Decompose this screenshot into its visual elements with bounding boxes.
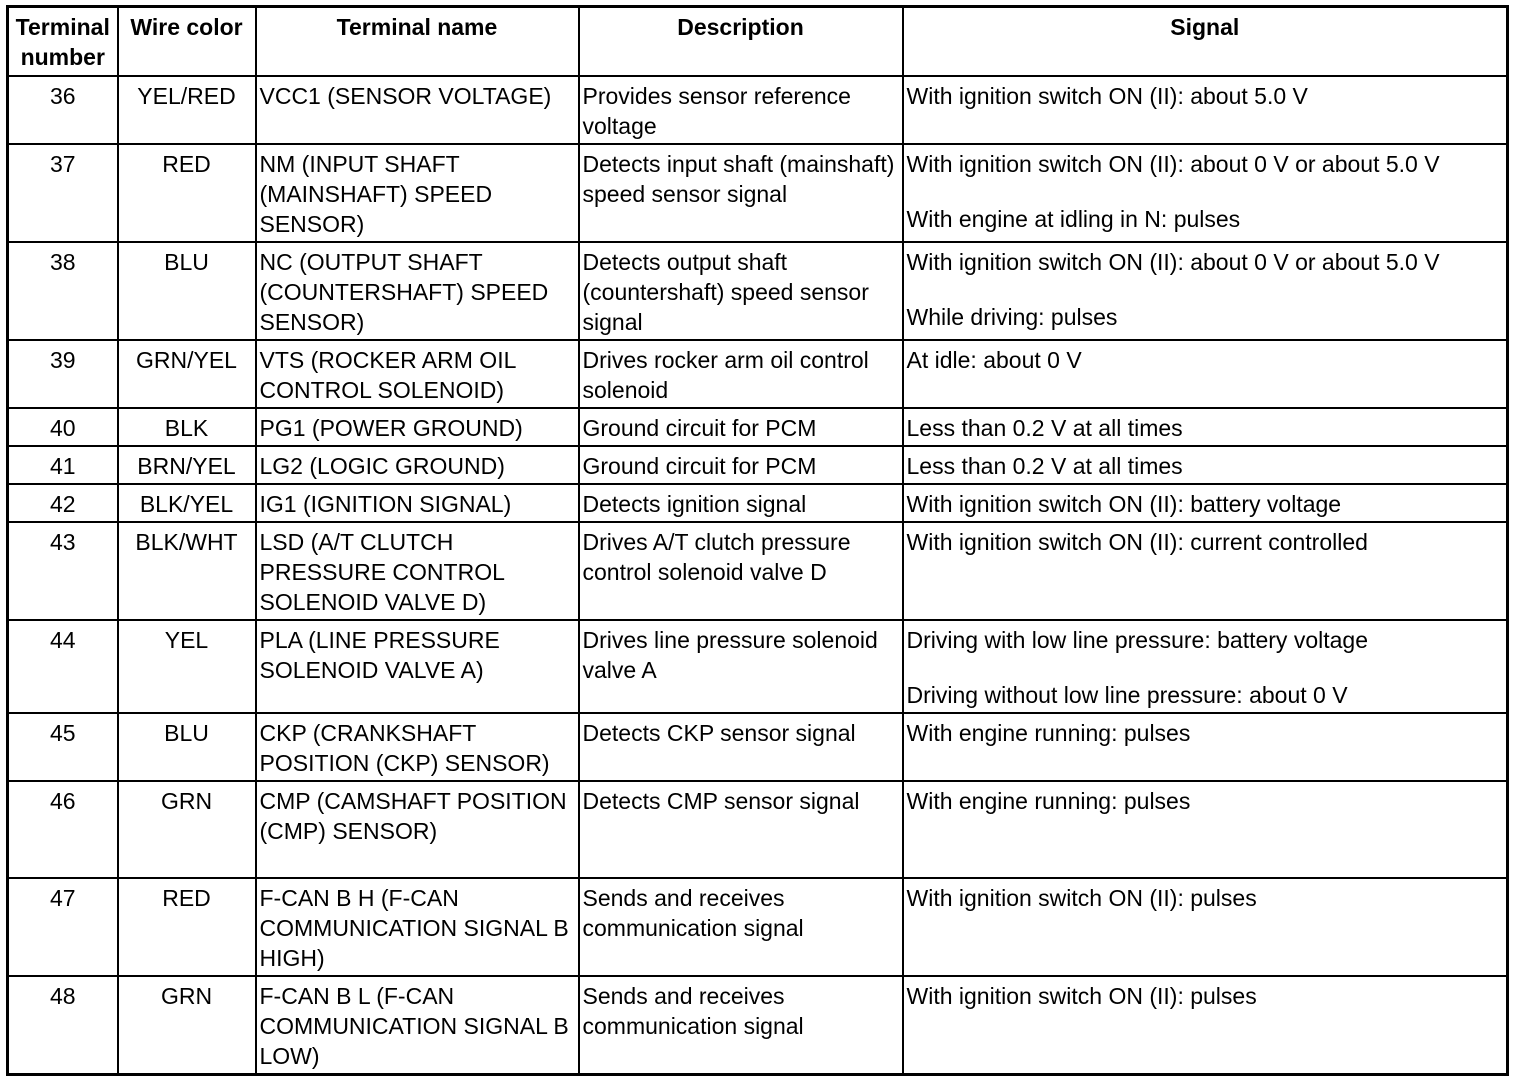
table-row xyxy=(8,522,1508,620)
description-cell: Drives line pressure solenoid valve A xyxy=(579,620,903,713)
terminal-name-cell: VTS (ROCKER ARM OIL CONTROL SOLENOID) xyxy=(256,340,579,408)
terminal-number-cell: 43 xyxy=(8,522,118,620)
signal-line: With ignition switch ON (II): about 5.0 V xyxy=(906,83,1308,109)
wire-color-cell: YEL/RED xyxy=(118,76,256,144)
table-row xyxy=(8,781,1508,878)
terminal-name-cell: PLA (LINE PRESSURE SOLENOID VALVE A) xyxy=(256,620,579,713)
wire-color-cell: BLK/YEL xyxy=(118,484,256,522)
terminal-name-cell: F-CAN B L (F-CAN COMMUNICATION SIGNAL B LOW) xyxy=(256,976,579,1075)
terminal-number-cell: 48 xyxy=(8,976,118,1075)
terminal-number-cell: 41 xyxy=(8,446,118,484)
signal-line: Less than 0.2 V at all times xyxy=(906,453,1183,479)
terminal-number-cell: 37 xyxy=(8,144,118,242)
terminal-number-cell: 42 xyxy=(8,484,118,522)
wire-color-cell: BLU xyxy=(118,713,256,781)
signal-cell xyxy=(903,408,1508,446)
wire-color-cell: GRN xyxy=(118,976,256,1075)
description-cell: Detects CKP sensor signal xyxy=(579,713,903,781)
description-cell: Detects input shaft (mainshaft) speed sensor signal xyxy=(579,144,903,242)
table-row xyxy=(8,620,1508,713)
terminal-name-cell: VCC1 (SENSOR VOLTAGE) xyxy=(256,76,579,144)
table-row xyxy=(8,446,1508,484)
signal-line: With engine running: pulses xyxy=(906,720,1191,746)
wire-color-cell: RED xyxy=(118,144,256,242)
terminal-name-cell: NM (INPUT SHAFT (MAINSHAFT) SPEED SENSOR) xyxy=(256,144,579,242)
signal-line: Driving with low line pressure: battery voltage xyxy=(906,627,1368,653)
signal-cell xyxy=(903,144,1508,242)
signal-cell xyxy=(903,878,1508,976)
signal-line: With ignition switch ON (II): about 0 V or about 5.0 V xyxy=(906,249,1440,275)
terminal-number-cell: 46 xyxy=(8,781,118,878)
header-row xyxy=(8,7,1508,77)
signal-cell xyxy=(903,76,1508,144)
header-signal: Signal xyxy=(903,7,1508,77)
terminal-number-cell: 47 xyxy=(8,878,118,976)
description-cell: Drives A/T clutch pressure control solenoid valve D xyxy=(579,522,903,620)
wire-color-cell: GRN xyxy=(118,781,256,878)
signal-line: With ignition switch ON (II): pulses xyxy=(906,983,1257,1009)
wire-color-cell: BLK xyxy=(118,408,256,446)
signal-cell xyxy=(903,242,1508,340)
signal-line: With ignition switch ON (II): current controlled xyxy=(906,529,1368,555)
signal-line: With ignition switch ON (II): pulses xyxy=(906,885,1257,911)
signal-line: With ignition switch ON (II): about 0 V or about 5.0 V xyxy=(906,151,1440,177)
signal-cell xyxy=(903,484,1508,522)
table-row xyxy=(8,340,1508,408)
wire-color-cell: BLU xyxy=(118,242,256,340)
table-row xyxy=(8,144,1508,242)
description-cell: Provides sensor reference voltage xyxy=(579,76,903,144)
signal-line: Driving without low line pressure: about 0 V xyxy=(906,682,1348,708)
terminal-name-cell: LSD (A/T CLUTCH PRESSURE CONTROL SOLENOID VALVE D) xyxy=(256,522,579,620)
wire-color-cell: BLK/WHT xyxy=(118,522,256,620)
signal-cell xyxy=(903,713,1508,781)
description-cell: Sends and receives communication signal xyxy=(579,878,903,976)
table-row xyxy=(8,76,1508,144)
terminal-number-cell: 44 xyxy=(8,620,118,713)
terminal-name-cell: PG1 (POWER GROUND) xyxy=(256,408,579,446)
description-cell: Detects CMP sensor signal xyxy=(579,781,903,878)
signal-line: With engine running: pulses xyxy=(906,788,1191,814)
terminal-name-cell: CMP (CAMSHAFT POSITION (CMP) SENSOR) xyxy=(256,781,579,878)
terminal-number-cell: 40 xyxy=(8,408,118,446)
header-description: Description xyxy=(579,7,903,77)
description-cell: Drives rocker arm oil control solenoid xyxy=(579,340,903,408)
terminal-name-cell: IG1 (IGNITION SIGNAL) xyxy=(256,484,579,522)
header-terminal-number: Terminal number xyxy=(8,7,118,77)
terminal-name-cell: CKP (CRANKSHAFT POSITION (CKP) SENSOR) xyxy=(256,713,579,781)
wire-color-cell: RED xyxy=(118,878,256,976)
signal-line: Less than 0.2 V at all times xyxy=(906,415,1183,441)
terminal-name-cell: NC (OUTPUT SHAFT (COUNTERSHAFT) SPEED SENSOR) xyxy=(256,242,579,340)
table-row xyxy=(8,242,1508,340)
wire-color-cell: BRN/YEL xyxy=(118,446,256,484)
description-cell: Sends and receives communication signal xyxy=(579,976,903,1075)
terminal-number-cell: 45 xyxy=(8,713,118,781)
table-row xyxy=(8,484,1508,522)
signal-cell xyxy=(903,522,1508,620)
wire-color-cell: GRN/YEL xyxy=(118,340,256,408)
signal-cell xyxy=(903,446,1508,484)
wire-color-cell: YEL xyxy=(118,620,256,713)
header-wire-color: Wire color xyxy=(118,7,256,77)
signal-line: With ignition switch ON (II): battery voltage xyxy=(906,491,1342,517)
description-cell: Ground circuit for PCM xyxy=(579,446,903,484)
signal-cell xyxy=(903,781,1508,878)
table-row xyxy=(8,878,1508,976)
description-cell: Detects output shaft (countershaft) speed sensor signal xyxy=(579,242,903,340)
description-cell: Ground circuit for PCM xyxy=(579,408,903,446)
table-row xyxy=(8,408,1508,446)
table-header xyxy=(8,7,1508,77)
terminal-number-cell: 36 xyxy=(8,76,118,144)
terminal-number-cell: 38 xyxy=(8,242,118,340)
signal-line: While driving: pulses xyxy=(906,304,1118,330)
table-row xyxy=(8,713,1508,781)
signal-cell xyxy=(903,976,1508,1075)
signal-line: At idle: about 0 V xyxy=(906,347,1082,373)
description-cell: Detects ignition signal xyxy=(579,484,903,522)
terminal-table xyxy=(6,5,1509,1076)
signal-cell xyxy=(903,340,1508,408)
signal-cell xyxy=(903,620,1508,713)
signal-line: With engine at idling in N: pulses xyxy=(906,206,1241,232)
table-row xyxy=(8,976,1508,1075)
terminal-name-cell: F-CAN B H (F-CAN COMMUNICATION SIGNAL B HIGH) xyxy=(256,878,579,976)
table-body xyxy=(8,76,1508,1075)
terminal-name-cell: LG2 (LOGIC GROUND) xyxy=(256,446,579,484)
terminal-number-cell: 39 xyxy=(8,340,118,408)
header-terminal-name: Terminal name xyxy=(256,7,579,77)
